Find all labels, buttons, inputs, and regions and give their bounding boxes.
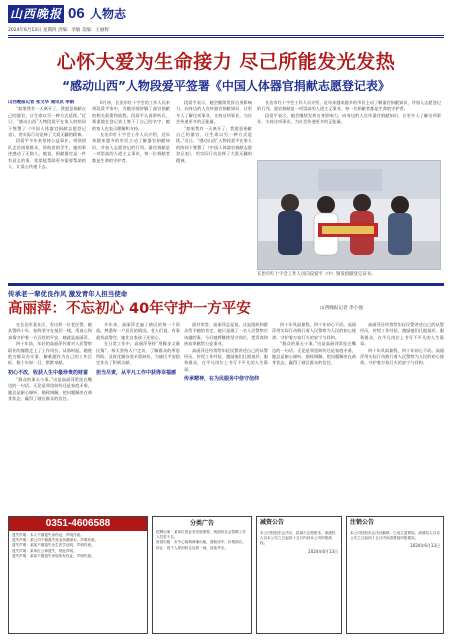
ad-line: 遗失声明：某某不慎遗失出生医学证明，声明作废。	[12, 543, 95, 548]
lead-headline: 心怀大爱为生命接力 尽己所能发光发热	[56, 51, 396, 73]
feature-paragraph: “群众的事无小事。”这是高丽萍常挂在嘴边的一句话。无论是邻里纠纷还是家庭矛盾，她总是耐心倾听、细致调解，把问题解决在萌芽状态，赢得了辖区群众的信任。	[8, 376, 92, 402]
ad-line: 招聘启事：某单位因业务发展需要，现面向社会招聘工作人员若干名。	[156, 530, 246, 540]
lead-paragraph: 段爱平多年来坚持公益事业，带领团队走访困难群众、资助贫困学生，她的事迹感动了无数人。她说，捐献器官是一件有意义的事，希望能帮助更多需要帮助的人，让爱心传递下去。	[8, 138, 86, 170]
feature-paragraph: 高丽萍还经常给年轻民警讲述自己的从警经历，传授工作经验，激励他们扎根基层、服务群众，在平凡岗位上书写不平凡的人生篇章。	[360, 322, 444, 347]
feature-subtitle: 初心不改，收获人生中最珍贵的财富	[8, 369, 89, 376]
lead-column-2	[92, 100, 170, 280]
ad-line: 房屋出租：市中心临街商铺出租，面积适中，价格面议。	[156, 540, 246, 545]
feature-kicker: 传承老一辈优良作风 激发青年人担当使命	[8, 290, 128, 298]
notice-body: 本公司经股东会决议解散，已成立清算组，请债权人自本公告之日起四十五日内向清算组申报债权。	[350, 531, 440, 541]
notice-title: 减资公告	[260, 519, 285, 526]
lead-paragraph: 长治市红十字会工作人员介绍，近年来越来越多的市民主动了解器官捐献知识，并加入志愿登记的行列。器官捐献是一项崇高的人道主义事业，每一位捐献者都是生命的守护者。	[257, 100, 441, 112]
lead-paragraph: 段爱平表示，她会继续发挥自身影响力，向身边的人宣传器官捐献知识，让更多人了解这项事业、支持这项事业，为社会传递更多的正能量。	[257, 112, 441, 125]
feature-paragraph: 在长治市某社区，有这样一位老民警，她从警四十年，始终坚守在基层一线，用真心和真情守护着一方百姓的平安，她就是高丽萍。	[8, 322, 92, 340]
feature-paragraph: 四十年风雨兼程，四十年初心不改。高丽萍用实际行动践行着人民警察为人民的初心使命，守护着万家灯火的安宁与祥和。	[360, 347, 444, 366]
page-number: 06	[68, 5, 85, 22]
header-divider	[8, 35, 444, 36]
feature-column-5	[360, 322, 444, 512]
lead-paragraph: “如果我有一天离开了，我愿意捐献自己的器官，让生命以另一种方式延续。”近日，“感动山西”人物段爱平在家人的陪同下签署了《中国人体器官捐献志愿登记表》，用实际行动诠释了大爱无疆的精神。	[176, 125, 252, 163]
feature-paragraph: “群众的事无小事。”这是高丽萍常挂在嘴边的一句话。无论是邻里纠纷还是家庭矛盾，她总是耐心倾听、细致调解，把问题解决在萌芽状态，赢得了辖区群众的信任。	[272, 341, 356, 366]
feature-column-4	[272, 322, 356, 512]
ad-line: 转让：因个人原因转让店面一间，设备齐全。	[156, 545, 228, 550]
feature-paragraph: 四十年前，年轻的高丽萍怀着对人民警察职业的憧憬走上了工作岗位。从那时起，她便把为群众办实事、解难题作为自己的工作目标，数十年如一日，默默奉献。	[8, 341, 92, 366]
lead-column-4	[257, 100, 441, 156]
photo-caption: 长治市红十字会工作人员向段爱平（中）颁发捐献登记证书。	[257, 272, 376, 277]
header-divider-thin	[8, 37, 444, 38]
lead-paragraph: 长治市红十字会工作人员介绍，近年来越来越多的市民主动了解器官捐献知识，并加入志愿登记的行列。器官捐献是一项崇高的人道主义事业，每一位捐献者都是生命的守护者。	[92, 132, 170, 163]
news-photo	[257, 160, 441, 270]
ad-phone-number: 0351-4606588	[9, 517, 147, 531]
lead-column-1	[8, 100, 86, 280]
section-name: 人物志	[90, 7, 127, 21]
ad-line: 遗失声明：某公司不慎遗失营业执照副本，声明作废。	[12, 538, 99, 543]
lead-byline: 山西晚报记者 张文华 通讯员 李娟	[8, 100, 75, 105]
notice-ad	[346, 516, 444, 634]
feature-column-3	[184, 322, 268, 512]
lead-paragraph: “如果我有一天离开了，我愿意捐献自己的器官，让生命以另一种方式延续。”近日，“感动山西”人物段爱平在家人的陪同下签署了《中国人体器官捐献志愿登记表》，用实际行动诠释了大爱无疆的精神。	[8, 106, 86, 138]
feature-author: 山西晚报记者 李小强	[320, 306, 363, 311]
feature-paragraph: 面对荣誉，高丽萍总是说，这是组织和群众给予她的肯定，她只是做了一名人民警察应该做的事。今后她将继续坚守岗位，把青春和热血奉献给公安事业。	[184, 322, 268, 347]
dateline: 2024年6月13日 星期四 责编：李敏 美编：王丽辉	[8, 28, 109, 33]
photo-illustration	[258, 161, 441, 270]
feature-paragraph: 在日常工作中，高丽萍坚持“用脚步丈量民情”，每天坚持入户走访，了解群众的所思所盼，及时化解各类矛盾纠纷，为辖区平安稳定作出了积极贡献。	[96, 341, 180, 366]
ad-line: 遗失声明：本人不慎遗失身份证，声明作废。	[12, 533, 84, 537]
masthead	[8, 5, 444, 25]
classified-phone-ad	[8, 516, 148, 634]
notice-ad	[256, 516, 342, 634]
section-band	[8, 283, 444, 286]
newspaper-logo: 山西晚报	[9, 7, 62, 21]
feature-paragraph: 高丽萍还经常给年轻民警讲述自己的从警经历，传授工作经验，激励他们扎根基层、服务群众，在平凡岗位上书写不平凡的人生篇章。	[184, 347, 268, 372]
ad-line: 遗失声明：某单位公章遗失，特此声明。	[12, 548, 77, 553]
feature-subtitle: 传承精神，在为民服务中倍守信仰	[184, 376, 260, 383]
classified-ad	[152, 516, 252, 634]
notice-date: 2024年6月13日	[308, 548, 338, 554]
notice-title: 注销公告	[350, 519, 375, 526]
notice-body: 本公司经股东会决议，拟减少注册资本，请债权人自本公告之日起四十五日内向本公司申报债权。	[260, 531, 336, 546]
feature-column-2	[96, 322, 180, 512]
feature-headline: 高丽萍：不忘初心 40年守护一方平安	[8, 301, 251, 317]
feature-column-1	[8, 322, 92, 512]
feature-paragraph: 多年来，高丽萍走遍了辖区的每一个角落，熟悉每一户居民的情况。老人们说，有事就找高警官，她比自家孩子还贴心。	[96, 322, 180, 340]
ad-line: 遗失声明：某某不慎遗失房屋所有权证，声明作废。	[12, 553, 95, 558]
feature-paragraph: 四十年风雨兼程，四十年初心不改。高丽萍用实际行动践行着人民警察为人民的初心使命，守护着万家灯火的安宁与祥和。	[272, 322, 356, 340]
ad-title: 分类广告	[189, 520, 214, 527]
lead-column-3	[176, 100, 252, 280]
lead-paragraph: 6月初，长治市红十字会的工作人员来到段爱平家中，为她详细讲解了器官捐献的相关政策和流程。段爱平认真聆听后，郑重地在登记表上签下了自己的名字，她的家人也表示理解和支持。	[92, 100, 170, 131]
lead-subhead: “感动山西”人物段爱平签署《中国人体器官捐献志愿登记表》	[62, 79, 390, 93]
notice-date: 2024年6月13日	[410, 543, 440, 549]
lead-paragraph: 段爱平表示，她会继续发挥自身影响力，向身边的人宣传器官捐献知识，让更多人了解这项事业、支持这项事业，为社会传递更多的正能量。	[176, 100, 252, 125]
feature-subtitle: 担当尽责，从平凡工作中获得幸福感	[96, 369, 177, 376]
